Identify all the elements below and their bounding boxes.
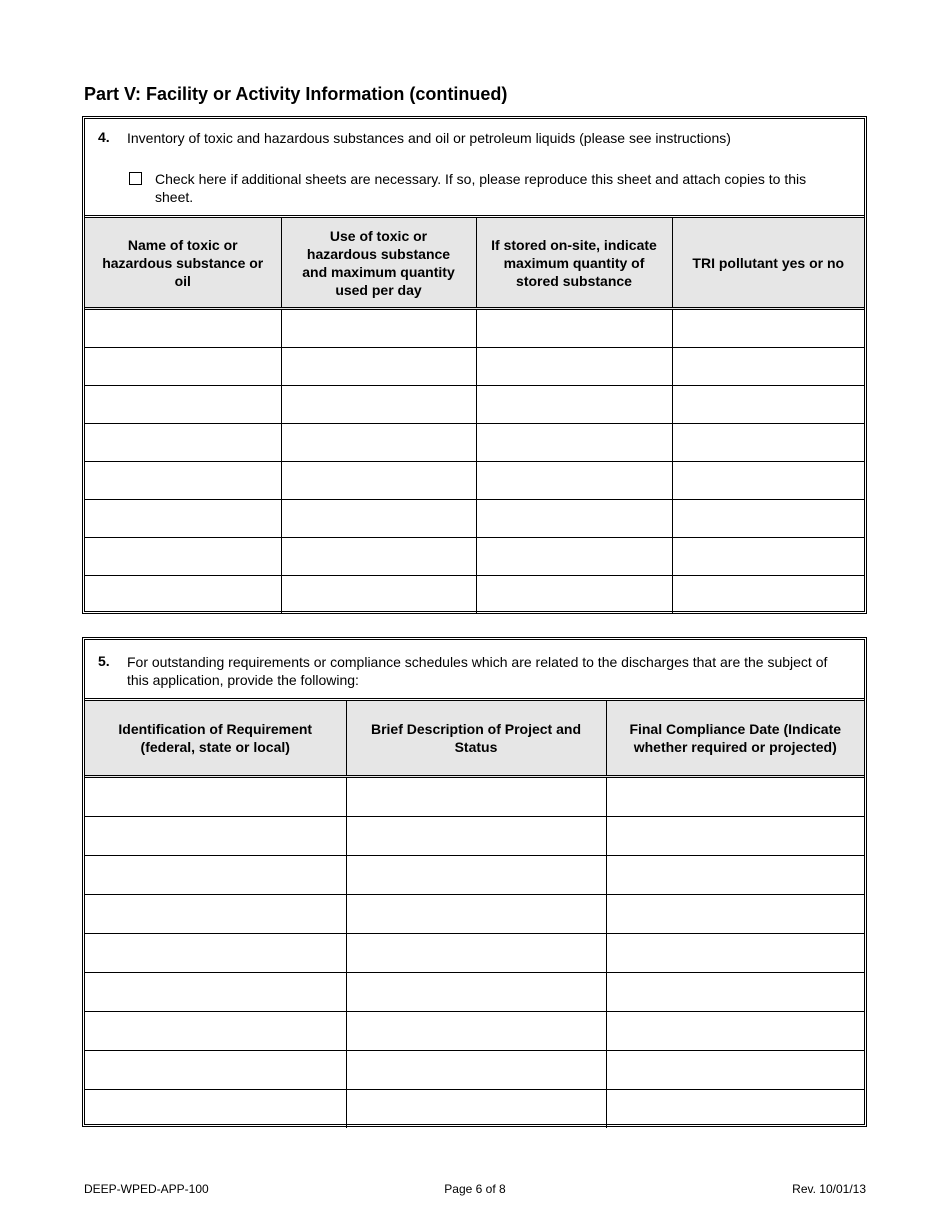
item-number-4: 4. <box>98 129 110 145</box>
table-row <box>85 817 864 856</box>
table-cell[interactable] <box>85 1051 346 1090</box>
substances-table <box>85 218 864 613</box>
table-cell[interactable] <box>85 934 346 973</box>
table-cell[interactable] <box>476 309 672 348</box>
table-row <box>85 934 864 973</box>
item-4-question: Inventory of toxic and hazardous substances and oil or petroleum liquids (please see instructions) <box>127 130 731 146</box>
table-cell[interactable] <box>281 424 476 462</box>
table-cell[interactable] <box>281 348 476 386</box>
table-cell[interactable] <box>281 462 476 500</box>
table-cell[interactable] <box>85 500 281 538</box>
table-cell[interactable] <box>85 309 281 348</box>
table-row <box>85 856 864 895</box>
footer-form-id: DEEP-WPED-APP-100 <box>84 1182 209 1196</box>
table-cell[interactable] <box>672 309 864 348</box>
table-cell[interactable] <box>281 538 476 576</box>
table-row <box>85 895 864 934</box>
table-row <box>85 424 864 462</box>
item-5-question: For outstanding requirements or compliance schedules which are related to the discharges that are the subject of this application, provide the following: <box>127 654 828 688</box>
column-header-tri-pollutant: TRI pollutant yes or no <box>672 218 864 309</box>
table-cell[interactable] <box>606 856 864 895</box>
column-header-compliance-date: Final Compliance Date (Indicate whether required or projected) <box>606 701 864 777</box>
table-row <box>85 538 864 576</box>
table-cell[interactable] <box>606 895 864 934</box>
table-cell[interactable] <box>85 424 281 462</box>
table-cell[interactable] <box>85 895 346 934</box>
table-cell[interactable] <box>476 424 672 462</box>
table-cell[interactable] <box>346 817 606 856</box>
table-cell[interactable] <box>606 973 864 1012</box>
table-row <box>85 1090 864 1129</box>
table-cell[interactable] <box>281 500 476 538</box>
table-cell[interactable] <box>476 576 672 614</box>
table-cell[interactable] <box>672 576 864 614</box>
footer-revision: Rev. 10/01/13 <box>792 1182 866 1196</box>
part-title: Part V: Facility or Activity Information (continued) <box>84 84 508 104</box>
table-row <box>85 1051 864 1090</box>
table-cell[interactable] <box>606 777 864 817</box>
table-cell[interactable] <box>346 1051 606 1090</box>
table-cell[interactable] <box>346 895 606 934</box>
section-4-inventory <box>82 116 867 614</box>
table-cell[interactable] <box>672 424 864 462</box>
column-header-substance-name: Name of toxic or hazardous substance or oil <box>85 218 281 309</box>
table-cell[interactable] <box>606 1051 864 1090</box>
additional-sheets-label: Check here if additional sheets are necessary. If so, please reproduce this sheet and attach copies to this sheet. <box>155 171 807 205</box>
footer-page-number: Page 6 of 8 <box>444 1182 506 1196</box>
column-header-project-description: Brief Description of Project and Status <box>346 701 606 777</box>
section-5-compliance <box>82 637 867 1127</box>
table-cell[interactable] <box>85 1090 346 1129</box>
table-row <box>85 386 864 424</box>
table-cell[interactable] <box>672 348 864 386</box>
table-cell[interactable] <box>476 462 672 500</box>
table-row <box>85 500 864 538</box>
table-cell[interactable] <box>476 386 672 424</box>
table-cell[interactable] <box>672 500 864 538</box>
table-cell[interactable] <box>606 934 864 973</box>
table-cell[interactable] <box>85 817 346 856</box>
table-cell[interactable] <box>85 777 346 817</box>
table-row <box>85 462 864 500</box>
table-row <box>85 777 864 817</box>
table-cell[interactable] <box>346 973 606 1012</box>
table-row <box>85 576 864 614</box>
table-cell[interactable] <box>346 934 606 973</box>
table-cell[interactable] <box>476 500 672 538</box>
item-number-5: 5. <box>98 653 110 669</box>
additional-sheets-checkbox[interactable] <box>129 172 142 185</box>
table-cell[interactable] <box>85 348 281 386</box>
table-cell[interactable] <box>476 348 672 386</box>
column-header-stored-quantity: If stored on-site, indicate maximum quantity of stored substance <box>476 218 672 309</box>
table-cell[interactable] <box>346 777 606 817</box>
table-cell[interactable] <box>672 538 864 576</box>
section-4-intro <box>85 119 864 218</box>
table-cell[interactable] <box>85 973 346 1012</box>
table-cell[interactable] <box>346 1012 606 1051</box>
table-cell[interactable] <box>606 1090 864 1129</box>
table-cell[interactable] <box>606 817 864 856</box>
table-row <box>85 973 864 1012</box>
table-cell[interactable] <box>85 538 281 576</box>
table-cell[interactable] <box>346 1090 606 1129</box>
table-cell[interactable] <box>85 856 346 895</box>
table-cell[interactable] <box>85 462 281 500</box>
table-cell[interactable] <box>281 576 476 614</box>
table-cell[interactable] <box>346 856 606 895</box>
table-cell[interactable] <box>672 462 864 500</box>
table-row <box>85 309 864 348</box>
table-cell[interactable] <box>672 386 864 424</box>
table-row <box>85 348 864 386</box>
table-row <box>85 1012 864 1051</box>
table-cell[interactable] <box>85 386 281 424</box>
column-header-requirement-id: Identification of Requirement (federal, state or local) <box>85 701 346 777</box>
compliance-table <box>85 701 864 1128</box>
table-cell[interactable] <box>281 309 476 348</box>
table-cell[interactable] <box>85 576 281 614</box>
table-cell[interactable] <box>606 1012 864 1051</box>
table-cell[interactable] <box>85 1012 346 1051</box>
table-cell[interactable] <box>476 538 672 576</box>
column-header-use-and-quantity: Use of toxic or hazardous substance and maximum quantity used per day <box>281 218 476 309</box>
section-5-intro <box>85 640 864 701</box>
table-cell[interactable] <box>281 386 476 424</box>
